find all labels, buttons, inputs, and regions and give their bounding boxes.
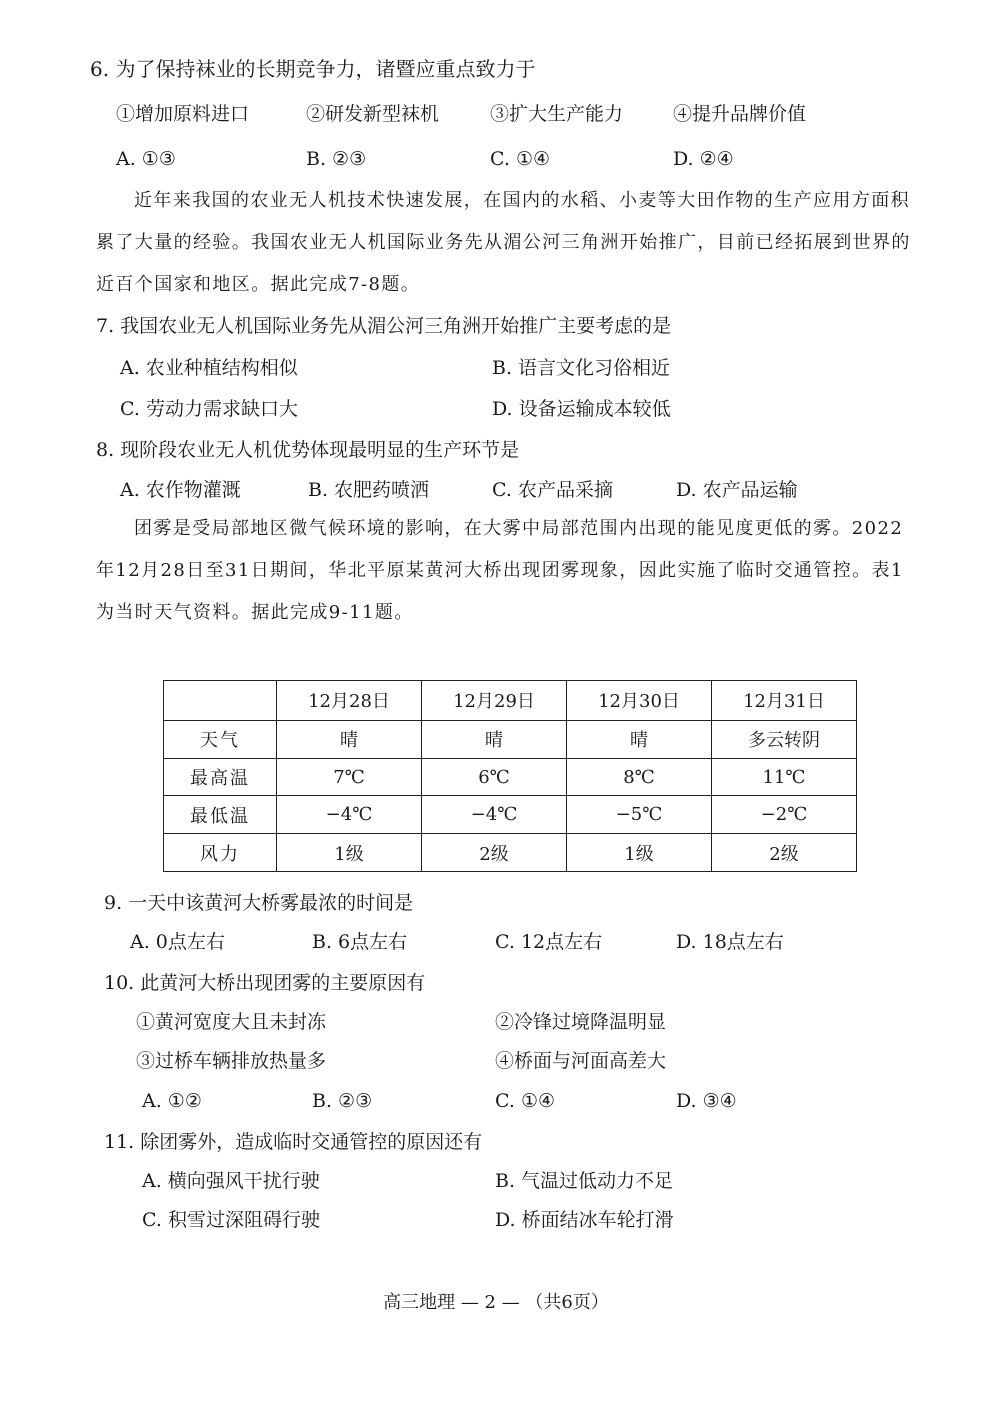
q7-option-a: A. 农业种植结构相似 bbox=[120, 357, 298, 379]
table-header-row bbox=[164, 681, 857, 721]
q6-option-c: C. ①④ bbox=[490, 148, 551, 170]
table-cell: 6℃ bbox=[422, 758, 567, 796]
q10-option-b: B. ②③ bbox=[312, 1090, 373, 1112]
table-header-cell: 12月31日 bbox=[712, 681, 857, 721]
q9-option-d: D. 18点左右 bbox=[676, 931, 784, 953]
table-cell: 8℃ bbox=[567, 758, 712, 796]
q6-stem: 6. 为了保持袜业的长期竞争力，诸暨应重点致力于 bbox=[90, 57, 536, 81]
table-cell: 晴 bbox=[567, 720, 712, 758]
q6-option-a: A. ①③ bbox=[116, 148, 176, 170]
table-cell: 风力 bbox=[164, 834, 277, 872]
q8-option-c: C. 农产品采摘 bbox=[492, 479, 613, 501]
q7-option-c: C. 劳动力需求缺口大 bbox=[120, 398, 298, 420]
q10-item-2: ②冷锋过境降温明显 bbox=[495, 1011, 667, 1033]
q8-option-a: A. 农作物灌溉 bbox=[120, 479, 241, 501]
table-cell: 1级 bbox=[567, 834, 712, 872]
q7-option-d: D. 设备运输成本较低 bbox=[492, 398, 671, 420]
q10-stem: 10. 此黄河大桥出现团雾的主要原因有 bbox=[104, 972, 426, 994]
table-cell: 1级 bbox=[277, 834, 422, 872]
table-header-cell: 12月28日 bbox=[277, 681, 422, 721]
q10-item-3: ③过桥车辆排放热量多 bbox=[136, 1050, 327, 1072]
table-row bbox=[164, 720, 857, 758]
table-row bbox=[164, 834, 857, 872]
q6-item-1: ①增加原料进口 bbox=[116, 103, 250, 125]
table-cell: 晴 bbox=[422, 720, 567, 758]
table-cell: 7℃ bbox=[277, 758, 422, 796]
table-header-cell bbox=[164, 681, 277, 721]
table-cell: 11℃ bbox=[712, 758, 857, 796]
q8-option-d: D. 农产品运输 bbox=[676, 479, 798, 501]
q6-item-4: ④提升品牌价值 bbox=[673, 103, 807, 125]
table-cell: 多云转阴 bbox=[712, 720, 857, 758]
q8-stem: 8. 现阶段农业无人机优势体现最明显的生产环节是 bbox=[96, 439, 520, 461]
table-cell: 天气 bbox=[164, 720, 277, 758]
table-cell: 晴 bbox=[277, 720, 422, 758]
table-cell: 2级 bbox=[422, 834, 567, 872]
q10-item-1: ①黄河宽度大且未封冻 bbox=[136, 1011, 327, 1033]
q11-option-b: B. 气温过低动力不足 bbox=[495, 1170, 674, 1192]
weather-table bbox=[163, 680, 857, 872]
table-row bbox=[164, 796, 857, 834]
q10-option-d: D. ③④ bbox=[676, 1090, 737, 1112]
page-footer: 高三地理 — 2 — （共6页） bbox=[383, 1292, 609, 1313]
q10-option-a: A. ①② bbox=[142, 1090, 202, 1112]
passage-fog: 团雾是受局部地区微气候环境的影响，在大雾中局部范围内出现的能见度更低的雾。2022年12月28日至31日期间，华北平原某黄河大桥出现团雾现象，因此实施了临时交通管控。表1为当时天气资料。据此完成9-11题。 bbox=[96, 518, 904, 623]
table-cell: −4℃ bbox=[422, 796, 567, 834]
q6-option-b: B. ②③ bbox=[306, 148, 367, 170]
q10-item-4: ④桥面与河面高差大 bbox=[495, 1050, 667, 1072]
q9-option-c: C. 12点左右 bbox=[495, 931, 603, 953]
q6-option-d: D. ②④ bbox=[673, 148, 734, 170]
q10-option-c: C. ①④ bbox=[495, 1090, 556, 1112]
q11-option-d: D. 桥面结冰车轮打滑 bbox=[495, 1209, 674, 1231]
q7-stem: 7. 我国农业无人机国际业务先从湄公河三角洲开始推广主要考虑的是 bbox=[96, 315, 672, 337]
table-cell: 2级 bbox=[712, 834, 857, 872]
q11-option-a: A. 横向强风干扰行驶 bbox=[142, 1170, 320, 1192]
table-row bbox=[164, 758, 857, 796]
table-cell: 最低温 bbox=[164, 796, 277, 834]
table-cell: −2℃ bbox=[712, 796, 857, 834]
table-header-cell: 12月30日 bbox=[567, 681, 712, 721]
passage-drones: 近年来我国的农业无人机技术快速发展，在国内的水稻、小麦等大田作物的生产应用方面积累了大量的经验。我国农业无人机国际业务先从湄公河三角洲开始推广，目前已经拓展到世界的近百个国家和地区。据此完成7-8题。 bbox=[96, 190, 911, 295]
q11-option-c: C. 积雪过深阻碍行驶 bbox=[142, 1209, 320, 1231]
q9-option-a: A. 0点左右 bbox=[130, 931, 225, 953]
q6-item-3: ③扩大生产能力 bbox=[490, 103, 624, 125]
q9-stem: 9. 一天中该黄河大桥雾最浓的时间是 bbox=[104, 892, 414, 914]
q7-option-b: B. 语言文化习俗相近 bbox=[492, 357, 671, 379]
table-cell: −4℃ bbox=[277, 796, 422, 834]
q8-option-b: B. 农肥药喷洒 bbox=[308, 479, 430, 501]
table-cell: 最高温 bbox=[164, 758, 277, 796]
q6-item-2: ②研发新型袜机 bbox=[306, 103, 440, 125]
table-cell: −5℃ bbox=[567, 796, 712, 834]
q11-stem: 11. 除团雾外，造成临时交通管控的原因还有 bbox=[104, 1131, 483, 1153]
q9-option-b: B. 6点左右 bbox=[312, 931, 408, 953]
table-header-cell: 12月29日 bbox=[422, 681, 567, 721]
